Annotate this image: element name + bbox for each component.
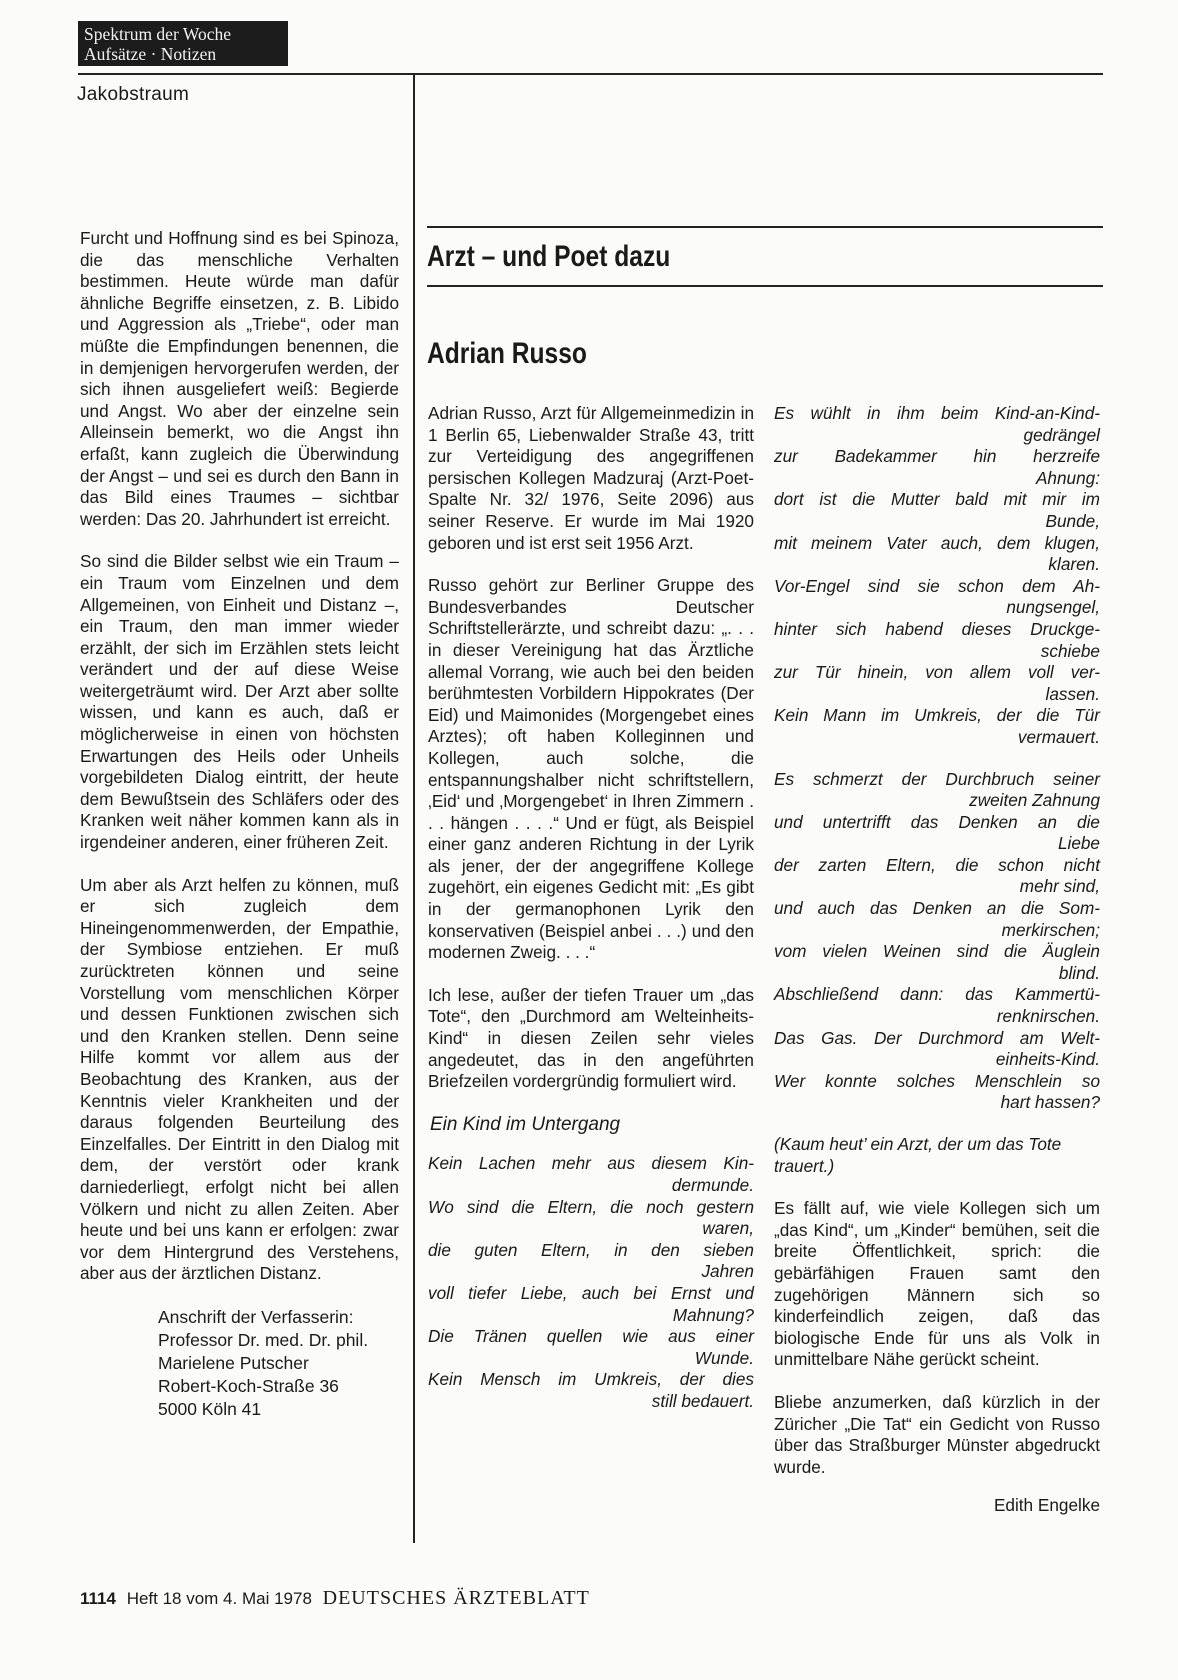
- poem-line: waren,: [702, 1218, 754, 1239]
- poem-line: hart hassen?: [1000, 1092, 1100, 1113]
- middle-column: [428, 403, 754, 1413]
- address-line: Professor Dr. med. Dr. phil.: [158, 1329, 369, 1350]
- poem-line: Liebe: [1057, 833, 1100, 854]
- poem-line: renknirschen.: [996, 1006, 1100, 1027]
- left-column: [80, 228, 399, 1421]
- address-line: Anschrift der Verfasserin:: [158, 1306, 354, 1327]
- title-rule-bottom: [427, 285, 1103, 287]
- poem-line: gedrängel: [1023, 424, 1100, 445]
- address-line: 5000 Köln 41: [158, 1398, 262, 1419]
- address-line: Marielene Putscher: [158, 1352, 309, 1373]
- poem-line: dort ist die Mutter bald mit mir im: [774, 489, 1100, 510]
- top-rule: [78, 73, 1103, 75]
- section-label: [78, 21, 288, 66]
- poem-line: Wo sind die Eltern, die noch gestern: [428, 1196, 754, 1217]
- poem-line: Wunde.: [694, 1347, 754, 1368]
- poem-line: Es wühlt in ihm beim Kind-an-Kind-: [774, 403, 1100, 423]
- poem-line: Abschließend dann: das Kammertü-: [774, 984, 1100, 1005]
- left-paragraph: So sind die Bilder selbst wie ein Traum – ein Traum vom Einzelnen und dem Allgemeinen, von Einheit und Distanz –, ein Traum, den man immer wieder erzählt, der sich im Erzählen stets leicht verändert und der auf diese Weise weitergeträumt wird. Der Arzt aber sollte wissen, und kann es auch, daß er möglicherweise in einen von höchsten Erwartungen des Heils oder Unheils vorgebildeten Dialog eintritt, der heute dem Bewußtsein des Schläfers oder des Kranken weit näher kommen kann als in irgendeiner anderen, einer früheren Zeit.: [80, 551, 399, 853]
- column-divider: [413, 73, 415, 1543]
- poem-closing-note: (Kaum heut’ ein Arzt, der um das Tote trauert.): [774, 1134, 1062, 1176]
- poem-title: Ein Kind im Untergang: [430, 1113, 621, 1135]
- left-paragraph: Um aber als Arzt helfen zu können, muß er sich zugleich dem Hineingenommenwerden, der Empathie, der Symbiose entziehen. Er muß zurücktreten können und seine Vorstellung vom menschlichen Körper und dessen Funktionen zwischen sich und den Kranken stellen. Denn seine Hilfe kommt vor allem aus der Beobachtung des Kranken, aus der Kenntnis vieler Krankheiten und der daraus folgenden Beurteilung des Einzelfalles. Der Eintritt in den Dialog mit dem, der verstört oder krank darniederliegt, erfolgt nicht bei allen Völkern und nicht zu allen Zeiten. Aber heute und bei uns kann er erfolgen: zwar vor dem Hintergrund des Verstehens, aber aus der ärztlichen Distanz.: [80, 874, 399, 1284]
- poem-line: Ahnung:: [1035, 467, 1100, 488]
- section-label-line2: Aufsätze · Notizen: [84, 44, 217, 64]
- running-title: Jakobstraum: [77, 84, 190, 105]
- article-paragraph: Bliebe anzumerken, daß kürzlich in der Züricher „Die Tat“ ein Gedicht von Russo über das Straßburger Münster abgedruckt wurde.: [774, 1391, 1100, 1477]
- poem-line: voll tiefer Liebe, auch bei Ernst und: [428, 1282, 754, 1303]
- left-paragraph: Furcht und Hoffnung sind es bei Spinoza, die das menschliche Verhalten bestimmen. Heute würde man dafür ähnliche Begriffe einsetzen, z. B. Libido und Aggression als „Triebe“, oder man müßte die Empfindungen benennen, die in demjenigen hervorgerufen werden, der sich ihnen ausgeliefert weiß: Begierde und Angst. Wo aber der einzelne sein Alleinsein bemerkt, wo die Angst ihn erfaßt, kann zugleich die Überwindung der Angst – und sei es durch den Bann in das Bild eines Traumes – sichtbar werden: Das 20. Jahrhundert ist erreicht.: [80, 228, 399, 529]
- poem-line: einheits-Kind.: [995, 1049, 1100, 1070]
- poem-line: und untertrifft das Denken an die: [774, 811, 1100, 832]
- poem-stanza: [774, 403, 1100, 749]
- poem-line: hinter sich habend dieses Druckge-: [774, 618, 1100, 639]
- poem-line: Mahnung?: [672, 1304, 754, 1325]
- poem-line: Kein Mensch im Umkreis, der dies: [428, 1369, 754, 1390]
- poem-stanza: [774, 769, 1100, 1115]
- poem-line: Vor-Engel sind sie schon dem Ah-: [774, 575, 1100, 596]
- article-author-heading: Adrian Russo: [427, 337, 587, 370]
- issue-info: Heft 18 vom 4. Mai 1978: [126, 1589, 312, 1608]
- poem-line: Wer konnte solches Menschlein so: [774, 1070, 1100, 1091]
- poem-line: zur Badekammer hin herzreife: [774, 446, 1100, 467]
- poem-line: und auch das Denken an die Som-: [774, 898, 1100, 919]
- magazine-name: DEUTSCHES ÄRZTEBLATT: [322, 1587, 590, 1609]
- page-number: 1114: [80, 1589, 116, 1608]
- poem-line: vom vielen Weinen sind die Äuglein: [774, 941, 1100, 962]
- article-paragraph: Ich lese, außer der tiefen Trauer um „das Tote“, den „Durchmord am Welteinheits-Kind“ in diesen Zeilen sehr vieles angedeutet, das in den angeführten Briefzeilen vordergründig formuliert wird.: [428, 984, 754, 1092]
- poem-line: mit meinem Vater auch, dem klugen,: [774, 532, 1100, 553]
- poem-line: merkirschen;: [1001, 919, 1100, 940]
- poem-line: zweiten Zahnung: [969, 790, 1100, 811]
- poem-line: nungsengel,: [1006, 597, 1100, 618]
- poem-line: schiebe: [1040, 640, 1100, 661]
- poem-line: Die Tränen quellen wie aus einer: [428, 1326, 754, 1347]
- poem-line: Kein Mann im Umkreis, der die Tür: [774, 705, 1100, 726]
- poem-line: Das Gas. Der Durchmord am Welt-: [774, 1027, 1100, 1048]
- right-column: [774, 403, 1100, 1517]
- poem-line: still bedauert.: [651, 1390, 754, 1411]
- poem-line: dermunde.: [671, 1175, 754, 1195]
- poem-stanza: [428, 1153, 754, 1412]
- page-footer: [80, 1587, 590, 1610]
- poem-line: lassen.: [1045, 683, 1100, 704]
- section-label-line1: Spektrum der Woche: [84, 24, 231, 44]
- poem-line: Jahren: [701, 1261, 754, 1282]
- article-paragraph: Adrian Russo, Arzt für Allgemeinmedizin in 1 Berlin 65, Liebenwalder Straße 43, tritt zur Verteidigung des angegriffenen persischen Kollegen Madzuraj (Arzt-Poet-Spalte Nr. 32/ 1976, Seite 2096) aus seiner Reserve. Er wurde im Mai 1920 geboren und ist erst seit 1956 Arzt.: [428, 403, 754, 553]
- poem-line: zur Tür hinein, von allem voll ver-: [774, 662, 1100, 683]
- poem-line: der zarten Eltern, die schon nicht: [774, 854, 1100, 875]
- poem-line: vermauert.: [1017, 726, 1100, 747]
- title-rule-top: [427, 226, 1103, 228]
- poem-line: mehr sind,: [1019, 876, 1100, 897]
- article-paragraph: Russo gehört zur Berliner Gruppe des Bundesverbandes Deutscher Schriftstellerärzte, und schreibt dazu: „. . . in dieser Vereinigung hat das Ärztliche allemal Vorrang, wie auch bei den beiden berühmtesten Vorbildern Hippokrates (Der Eid) und Maimonides (Morgengebet eines Arztes); oft haben Kolleginnen und Kollegen, auch solche, die entspannungshalber nicht schriftstellern, ‚Eid‘ und ‚Morgengebet‘ in Ihren Zimmern . . . hängen . . . .“ Und er fügt, als Beispiel einer ganz anderen Richtung in der Lyrik als jener, der der angegriffene Kollege zugehört, ein eigenes Gedicht mit: „Es gibt in der germanophonen Lyrik den konservativen (Beispiel anbei . . .) und den modernen Zweig. . . .“: [428, 575, 754, 963]
- article-signature: Edith Engelke: [993, 1495, 1100, 1516]
- author-address: [158, 1306, 399, 1421]
- poem-line: Bunde,: [1045, 510, 1100, 531]
- poem-line: Es schmerzt der Durchbruch seiner: [774, 768, 1100, 789]
- article-paragraph: Es fällt auf, wie viele Kollegen sich um „das Kind“, um „Kinder“ bemühen, seit die breite Öffentlichkeit, sprich: die gebärfähigen Frauen samt den zugehörigen Männern sich so kinderfeindlich zeigen, daß das biologische Ende für uns als Volk in unmittelbare Nähe gerückt scheint.: [774, 1198, 1100, 1370]
- article-title: Arzt – und Poet dazu: [427, 240, 671, 273]
- poem-line: klaren.: [1048, 554, 1100, 575]
- poem-line: die guten Eltern, in den sieben: [428, 1239, 754, 1260]
- address-line: Robert-Koch-Straße 36: [158, 1375, 339, 1396]
- poem-line: blind.: [1058, 962, 1100, 983]
- poem-line: Kein Lachen mehr aus diesem Kin-: [428, 1153, 754, 1174]
